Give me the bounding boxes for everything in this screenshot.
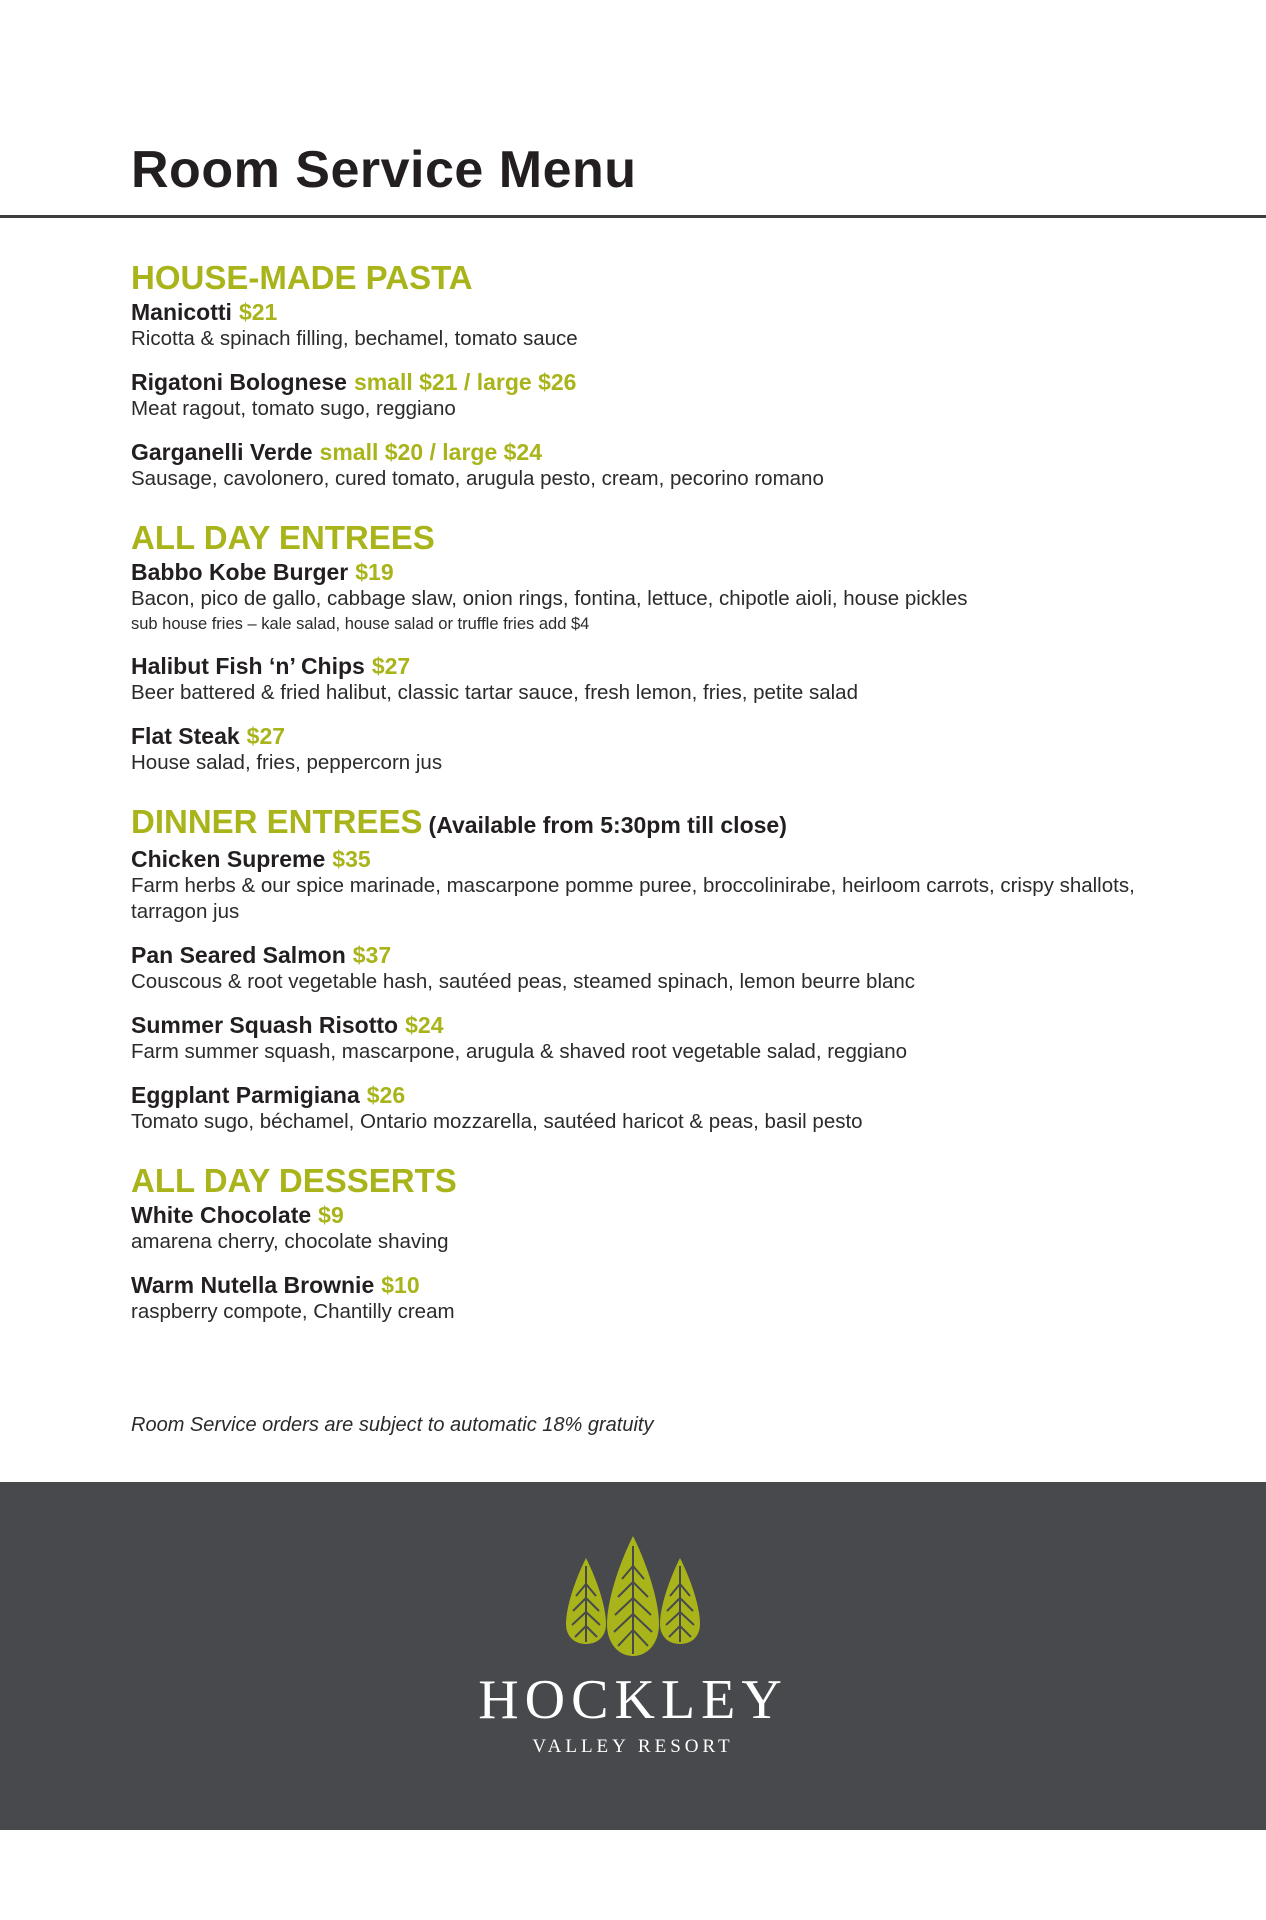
menu-item-name: White Chocolate <box>131 1202 312 1228</box>
menu-item <box>131 652 1191 706</box>
menu-item <box>131 298 1191 352</box>
menu-section <box>131 802 1191 1135</box>
menu-item-description: Farm herbs & our spice marinade, mascarpone pomme puree, broccolinirabe, heirloom carrots, crispy shallots, tarragon jus <box>131 874 1135 923</box>
section-heading <box>131 1161 1191 1201</box>
menu-item-description: Beer battered & fried halibut, classic tartar sauce, fresh lemon, fries, petite salad <box>131 681 858 704</box>
menu-item-name: Summer Squash Risotto <box>131 1012 399 1038</box>
menu-item <box>131 558 1191 636</box>
menu-item-description: Tomato sugo, béchamel, Ontario mozzarella, sautéed haricot & peas, basil pesto <box>131 1110 863 1133</box>
menu-item-substitution-note: sub house fries – kale salad, house salad or truffle fries add $4 <box>131 615 590 633</box>
menu-item-name: Manicotti <box>131 299 232 325</box>
menu-item-price: $9 <box>318 1202 344 1228</box>
menu-item-price: $21 <box>238 299 278 325</box>
menu-item-price: $19 <box>355 559 394 585</box>
menu-item-description: raspberry compote, Chantilly cream <box>131 1300 455 1323</box>
menu-item-description: Bacon, pico de gallo, cabbage slaw, onion rings, fontina, lettuce, chipotle aioli, house pickles <box>131 587 968 610</box>
menu-item-price: $27 <box>246 723 286 749</box>
menu-item-name: Flat Steak <box>131 723 240 749</box>
menu-item <box>131 941 1191 995</box>
menu-item-header <box>131 845 1191 873</box>
menu-item-header <box>131 722 1191 750</box>
section-heading <box>131 802 1191 845</box>
menu-item-description: Meat ragout, tomato sugo, reggiano <box>131 397 456 420</box>
menu-item-price: $35 <box>332 846 371 872</box>
menu-item-price: small $20 / large $24 <box>319 439 543 465</box>
menu-item <box>131 1081 1191 1135</box>
menu-item-name: Garganelli Verde <box>131 439 313 465</box>
menu-item-price: $37 <box>352 942 392 968</box>
menu-item-price: $24 <box>405 1012 444 1038</box>
brand-name: HOCKLEY <box>478 1669 788 1731</box>
menu-item-name: Rigatoni Bolognese <box>131 369 347 395</box>
menu-item-name: Pan Seared Salmon <box>131 942 346 968</box>
menu-section <box>131 518 1191 776</box>
footer-band <box>0 1482 1266 1830</box>
menu-item-name: Babbo Kobe Burger <box>131 559 349 585</box>
menu-item-header <box>131 652 1191 680</box>
brand-subtitle: VALLEY RESORT <box>532 1736 734 1757</box>
menu-section <box>131 1161 1191 1325</box>
menu-item-price: $26 <box>366 1082 406 1108</box>
page-title: Room Service Menu <box>131 141 637 199</box>
section-heading <box>131 518 1191 558</box>
menu-item-name: Halibut Fish ‘n’ Chips <box>131 653 365 679</box>
section-title: ALL DAY ENTREES <box>131 519 435 556</box>
menu-item <box>131 845 1191 925</box>
menu-body <box>131 258 1191 1351</box>
menu-item-description: Farm summer squash, mascarpone, arugula & shaved root vegetable salad, reggiano <box>131 1040 908 1063</box>
menu-item <box>131 722 1191 776</box>
menu-item-name: Chicken Supreme <box>131 846 326 872</box>
menu-item-name: Warm Nutella Brownie <box>131 1272 375 1298</box>
menu-item <box>131 368 1191 422</box>
menu-item-description: amarena cherry, chocolate shaving <box>131 1230 449 1253</box>
menu-item-description: Ricotta & spinach filling, bechamel, tomato sauce <box>131 327 578 350</box>
section-heading <box>131 258 1191 298</box>
gratuity-note: Room Service orders are subject to automatic 18% gratuity <box>131 1414 654 1436</box>
section-title: DINNER ENTREES <box>131 803 423 840</box>
section-title: HOUSE-MADE PASTA <box>131 259 473 296</box>
menu-item-description: Sausage, cavolonero, cured tomato, arugula pesto, cream, pecorino romano <box>131 467 824 490</box>
menu-item-header <box>131 1201 1191 1229</box>
menu-item-header <box>131 1011 1191 1039</box>
menu-item-header <box>131 368 1191 396</box>
three-trees-icon <box>562 1536 704 1660</box>
menu-item-price: $27 <box>371 653 411 679</box>
menu-item-price: $10 <box>381 1272 420 1298</box>
menu-item-description: House salad, fries, peppercorn jus <box>131 751 443 774</box>
menu-item-header <box>131 298 1191 326</box>
menu-item <box>131 1011 1191 1065</box>
section-title: ALL DAY DESSERTS <box>131 1162 457 1199</box>
title-divider <box>0 215 1266 218</box>
menu-item-header <box>131 438 1191 466</box>
menu-item-price: small $21 / large $26 <box>353 369 577 395</box>
menu-item <box>131 438 1191 492</box>
menu-item-header <box>131 941 1191 969</box>
menu-section <box>131 258 1191 492</box>
menu-item-name: Eggplant Parmigiana <box>131 1082 360 1108</box>
menu-item-header <box>131 1271 1191 1299</box>
section-availability-note: (Available from 5:30pm till close) <box>428 812 787 838</box>
menu-item <box>131 1201 1191 1255</box>
menu-item-header <box>131 1081 1191 1109</box>
menu-item-header <box>131 558 1191 586</box>
menu-item-description: Couscous & root vegetable hash, sautéed peas, steamed spinach, lemon beurre blanc <box>131 970 916 993</box>
menu-item <box>131 1271 1191 1325</box>
